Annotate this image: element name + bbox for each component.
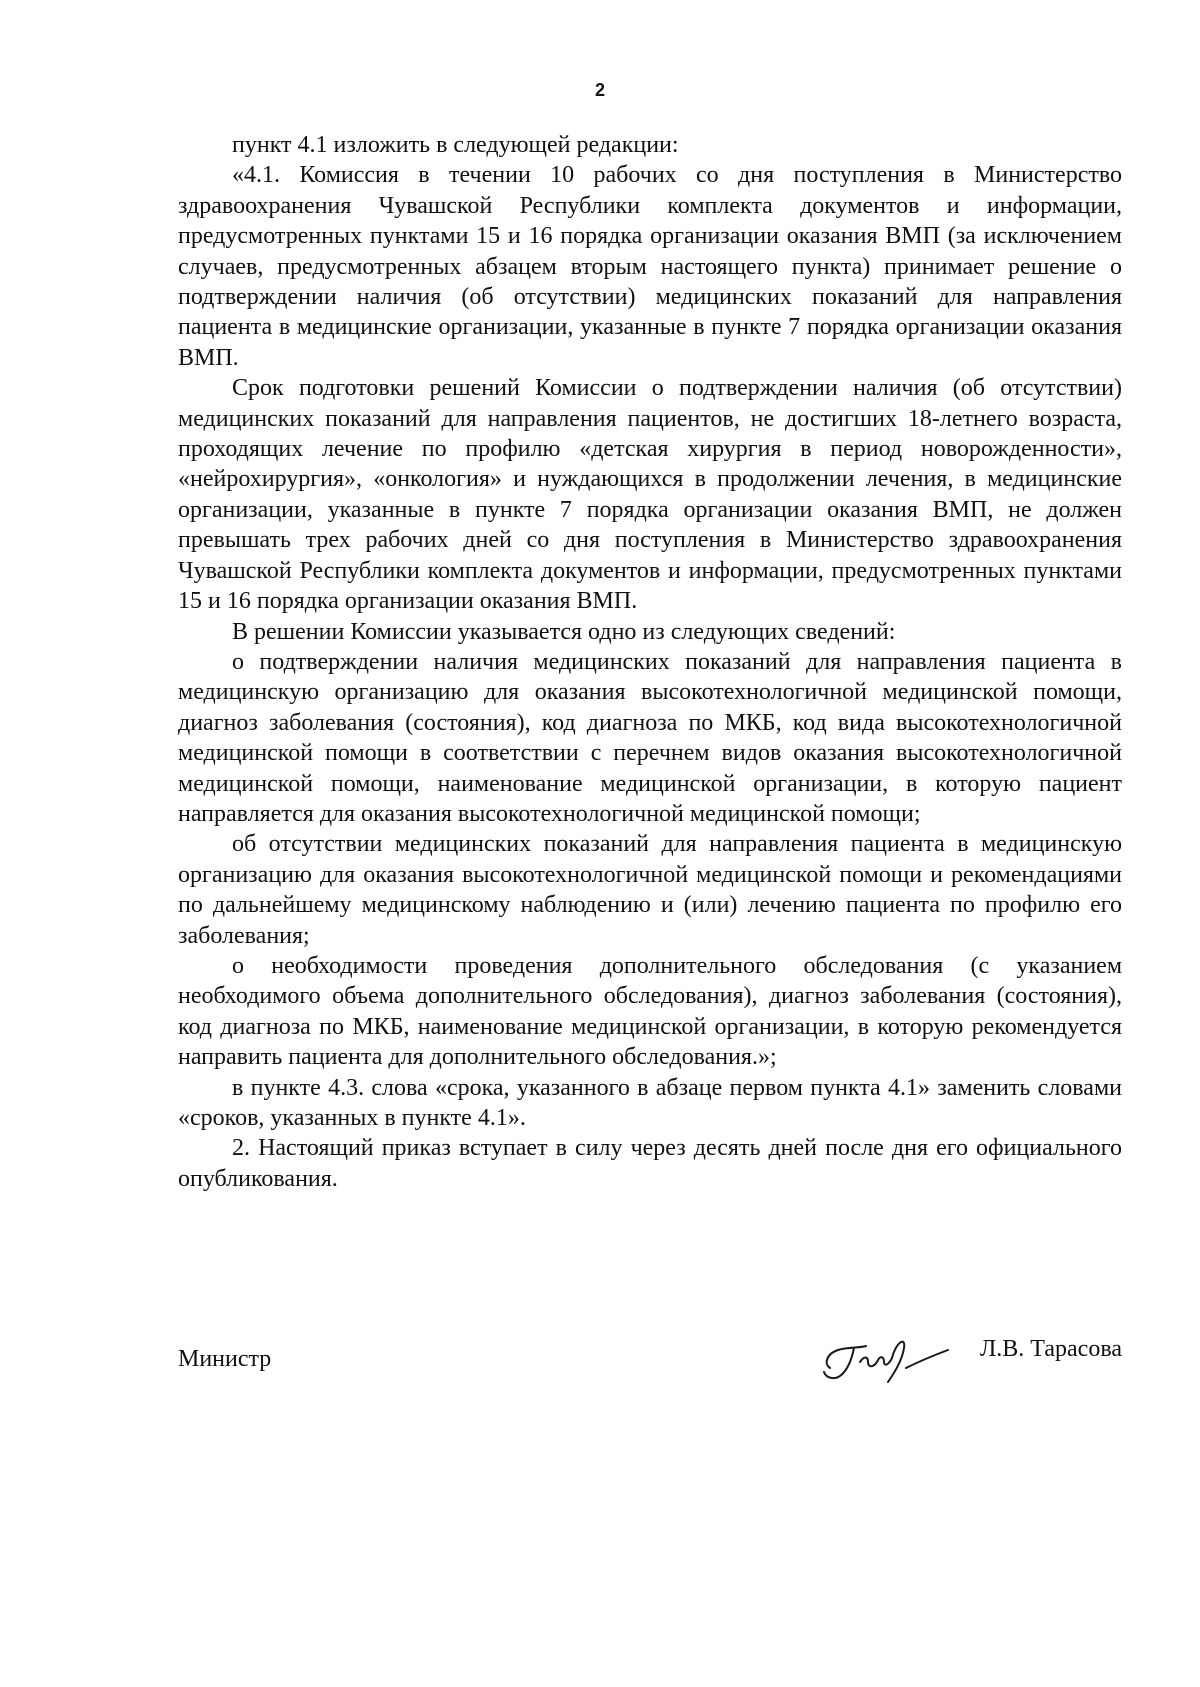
signatory-name: Л.В. Тарасова bbox=[980, 1336, 1122, 1362]
paragraph-decision-intro: В решении Комиссии указывается одно из следующих сведений: bbox=[232, 618, 896, 645]
paragraph-effective-date: 2. Настоящий приказ вступает в силу через десять дней после дня его официального опубликования. bbox=[178, 1135, 1122, 1192]
paragraph-clause-4-1: «4.1. Комиссия в течении 10 рабочих со дня поступления в Министерство здравоохранения Чувашской Республики комплекта документов и информации, предусмотренных пунктами 15 и 16 порядка организации оказания ВМП (за исключением случаев, предусмотренных абзацем вторым настоящего пункта) принимает решение о подтверждении наличия (об отсутствии) медицинских показаний для направления пациента в медицинские организации, указанные в пункте 7 порядка организации оказания ВМП. bbox=[178, 162, 1122, 371]
signatory-title: Министр bbox=[178, 1346, 272, 1372]
paragraph-clause-4-3: в пункте 4.3. слова «срока, указанного в абзаце первом пункта 4.1» заменить словами «сроков, указанных в пункте 4.1». bbox=[178, 1074, 1122, 1131]
paragraph-deadline: Срок подготовки решений Комиссии о подтверждении наличия (об отсутствии) медицинских показаний для направления пациентов, не достигших 18-летнего возраста, проходящих лечение по профилю «детская хирургия в период новорожденности», «нейрохирургия», «онкология» и нуждающихся в продолжении лечения, в медицинские организации, указанные в пункте 7 порядка организации оказания ВМП, не должен превышать трех рабочих дней со дня поступления в Министерство здравоохранения Чувашской Республики комплекта документов и информации, предусмотренных пунктами 15 и 16 порядка организации оказания ВМП. bbox=[178, 375, 1122, 615]
signature-block bbox=[178, 1328, 1122, 1388]
document-body bbox=[178, 130, 1122, 1194]
paragraph-option-confirm: о подтверждении наличия медицинских показаний для направления пациента в медицинскую организацию для оказания высокотехнологичной медицинской помощи, диагноз заболевания (состояния), код диагноза по МКБ, код вида высокотехнологичной медицинской помощи в соответствии с перечнем видов оказания высокотехнологичной медицинской помощи, наименование медицинской организации, в которую пациент направляется для оказания высокотехнологичной медицинской помощи; bbox=[178, 648, 1122, 827]
handwritten-signature-icon bbox=[818, 1328, 968, 1384]
paragraph-amend-4-1: пункт 4.1 изложить в следующей редакции: bbox=[232, 132, 679, 158]
paragraph-option-additional: о необходимости проведения дополнительного обследования (с указанием необходимого объема дополнительного обследования), диагноз заболевания (состояния), код диагноза по МКБ, наименование медицинской организации, в которую рекомендуется направить пациента для дополнительного обследования.»; bbox=[178, 952, 1122, 1071]
paragraph-option-absence: об отсутствии медицинских показаний для направления пациента в медицинскую организацию для оказания высокотехнологичной медицинской помощи и рекомендациями по дальнейшему медицинскому наблюдению и (или) лечению пациента по профилю его заболевания; bbox=[178, 831, 1122, 949]
page-number: 2 bbox=[594, 80, 605, 100]
